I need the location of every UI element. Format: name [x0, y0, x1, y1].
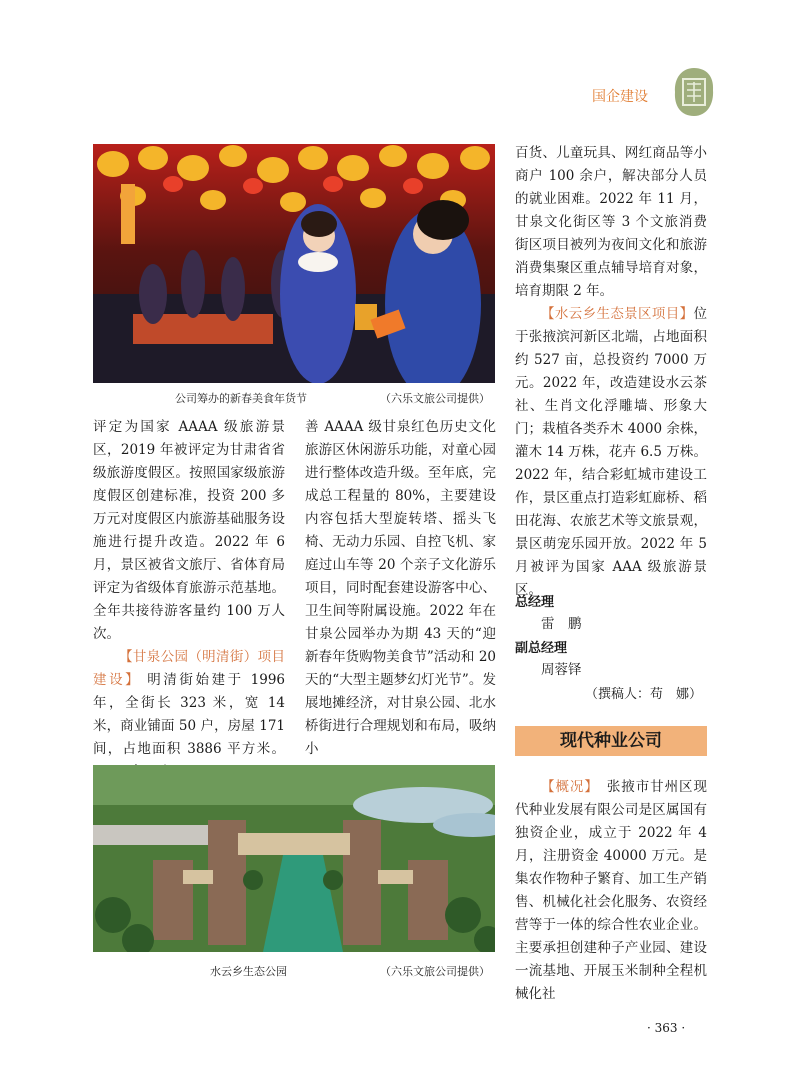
photo-1-caption: 公司筹办的新春美食年货节: [175, 392, 307, 405]
paragraph-park-upgrade: 善 AAAA 级甘泉红色历史文化旅游区休闲游乐功能，对童心园进行整体改造升级。至年底，完成总工程量的 80%，主要建设内容包括大型旋转塔、摇头飞椅、无动力乐园、自控飞机、家庭过山车等 20 个亲子文化游乐项目，同时配套建设游客中心、卫生间等附属设施。2022 年在甘泉公园举办为期 43 天的“迎新春年货购物美食节”活动和 20 天的“大型主题梦幻灯光节”。发展地摊经济，对甘泉公园、北水桥街进行合理规划和布局，吸纳小: [305, 419, 496, 757]
paragraph-scenic-rating: 评定为国家 AAAA 级旅游景区，2019 年被评定为甘肃省省级旅游度假区。按照国家级旅游度假区创建标准，投资 200 多万元对度假区内旅游基础服务设施进行提升改造。2022 年 6 月，景区被省文旅厅、省体育局评定为省级体育旅游示范基地。全年共接待游客量约 100 万人次。: [93, 419, 285, 642]
header-section-title: 国企建设: [592, 89, 648, 105]
column-3-lower: [515, 776, 707, 1006]
column-2: [305, 416, 496, 761]
column-1: [93, 416, 285, 784]
heading-ganquan-park: 【甘泉公园（明清街）项目建设】: [93, 649, 285, 688]
paragraph-overview: [515, 776, 707, 1006]
photo-shuiyunxiang-park: [93, 765, 495, 952]
photo-2-caption: 水云乡生态公园: [210, 965, 287, 978]
photo-2-credit: （六乐文旅公司提供）: [380, 965, 490, 978]
paragraph-shuiyunxiang: [515, 303, 707, 602]
general-manager-name: 雷 鹏: [541, 616, 582, 632]
general-manager-label: 总经理: [515, 595, 555, 610]
deputy-general-manager-label: 副总经理: [515, 641, 568, 656]
photo-1-credit: （六乐文旅公司提供）: [380, 392, 490, 405]
text-ganquan-park: 明清街始建于 1996 年，全街长 323 米，宽 14 米，商业铺面 50 户，房屋 171 间，占地面积 3886 平方米。: [93, 672, 286, 757]
photo-food-festival: [93, 144, 495, 383]
paragraph-ganquan-park: [93, 646, 285, 784]
heading-overview: 【概况】: [541, 779, 599, 795]
author-credit: （撰稿人：苟 娜）: [585, 687, 703, 702]
heading-shuiyunxiang: 【水云乡生态景区项目】: [541, 306, 694, 322]
paragraph-vendors: 百货、儿童玩具、网红商品等小商户 100 余户，解决部分人员的就业困难。2022 年 11 月，甘泉文化街区等 3 个文旅消费街区项目被列为夜间文化和旅游消费集聚区重点辅导培育对象，培育期限 2 年。: [515, 145, 707, 299]
seal-stamp-icon: [672, 66, 716, 118]
column-3: [515, 142, 707, 602]
deputy-general-manager-name: 周蓉铎: [541, 662, 582, 678]
text-overview: 张掖市甘州区现代种业发展有限公司是区属国有独资企业，成立于 2022 年 4 月，注册资金 40000 万元。是集农作物种子繁育、加工生产销售、机械化社会化服务、农资经营等于一体的综合性农业企业。主要承担创建种子产业园、建设一流基地、开展玉米制种全程机械化社: [515, 779, 708, 1002]
page-number: · 363 ·: [647, 1021, 686, 1035]
text-shuiyunxiang: 位于张掖滨河新区北端，占地面积约 527 亩，总投资约 7000 万元。2022 年，改造建设水云茶社、生肖文化浮雕墙、形象大门；栽植各类乔木 4000 余株，灌木 14 万株，花卉 6.5 万株。2022 年，结合彩虹城市建设工作，景区重点打造彩虹廊桥、稻田花海、农旅艺术等文旅景观，景区萌宠乐园开放。2022 年 5 月被评为国家 AAA 级旅游景区。: [515, 306, 707, 598]
section-banner-modern-seed: 现代种业公司: [515, 726, 707, 756]
